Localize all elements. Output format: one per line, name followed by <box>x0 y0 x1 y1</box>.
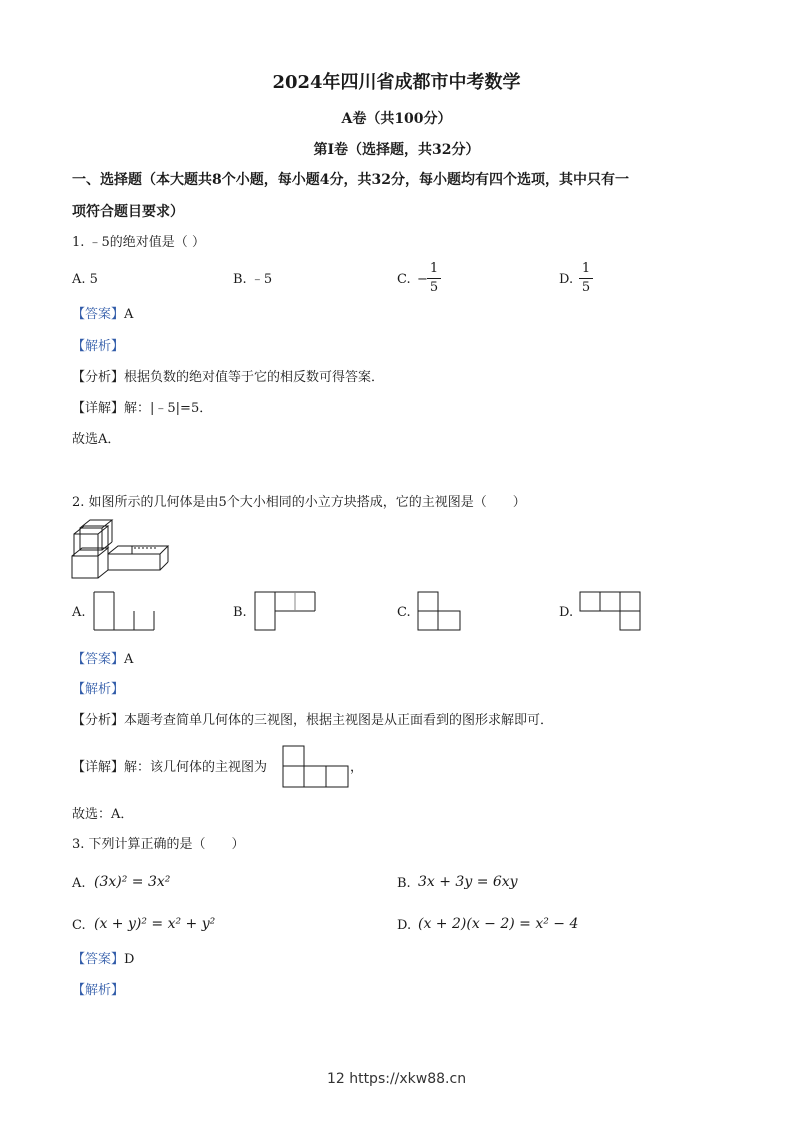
q1-answer: A <box>124 307 134 322</box>
q3-option-d-expr: (x + 2)(x − 2) = x² − 4 <box>418 916 579 932</box>
fraction-numerator: 1 <box>581 261 591 276</box>
q3-analysis-tag: 【解析】 <box>72 983 125 998</box>
q2-option-c-figure <box>418 592 462 632</box>
q2-conclusion: 故选：A． <box>72 807 134 822</box>
q1-option-c-label: C. <box>397 272 411 287</box>
q3-option-b-expr: 3x + 3y = 6xy <box>418 874 518 890</box>
q3-option-b-label: B. <box>397 876 411 891</box>
volume-a-heading: A卷（共100分） <box>341 111 452 127</box>
q1-fenxi-line <box>72 370 384 386</box>
q1-option-b: B. ﹣5 <box>233 272 273 287</box>
q2-fenxi: 本题考查简单几何体的三视图，根据主视图是从正面看到的图形求解即可． <box>124 713 554 728</box>
q2-fenxi-line <box>72 713 553 729</box>
fenxi-tag: 【分析】 <box>72 713 125 728</box>
fraction-numerator: 1 <box>429 261 439 276</box>
volume-1-heading: 第Ⅰ卷（选择题，共32分） <box>313 142 480 158</box>
q1-conclusion: 故选A． <box>72 432 121 447</box>
q2-option-c-label: C. <box>397 605 411 620</box>
q2-option-b-figure <box>255 592 317 632</box>
q3-answer-line <box>72 952 134 968</box>
q1-option-d-label: D. <box>559 272 574 287</box>
q3-stem: 3. 下列计算正确的是（ ） <box>72 837 245 852</box>
q2-analysis-tag: 【解析】 <box>72 682 125 697</box>
answer-tag: 【答案】 <box>72 952 125 967</box>
q1-fenxi: 根据负数的绝对值等于它的相反数可得答案． <box>124 370 385 385</box>
q2-front-view-figure <box>283 746 349 788</box>
q2-xiangjie-line <box>72 760 267 776</box>
q1-option-d-fraction <box>579 262 593 295</box>
page-title: 2024年四川省成都市中考数学 <box>272 72 521 93</box>
q1-option-a: A. 5 <box>72 272 98 287</box>
fraction-bar <box>427 278 441 279</box>
q3-answer: D <box>124 952 135 967</box>
q1-analysis-tag: 【解析】 <box>72 339 125 354</box>
xiangjie-tag: 【详解】 <box>72 401 125 416</box>
section-heading-line2: 项符合题目要求） <box>72 204 184 220</box>
q2-option-a-figure <box>94 592 156 632</box>
page-footer: 12 https://xkw88.cn <box>326 1071 467 1087</box>
q2-stem: 2. 如图所示的几何体是由5个大小相同的小立方块搭成，它的主视图是（ ） <box>72 495 526 510</box>
q1-stem: 1. ﹣5的绝对值是（ ） <box>72 235 205 250</box>
q2-solid-figure <box>72 520 172 582</box>
q1-xiangjie-line <box>72 401 212 417</box>
fraction-bar <box>579 278 593 279</box>
q2-xiangjie-end: ， <box>350 760 364 775</box>
answer-tag: 【答案】 <box>72 307 125 322</box>
q3-option-a-expr: (3x)² = 3x² <box>94 874 171 890</box>
q2-option-d-label: D. <box>559 605 574 620</box>
fenxi-tag: 【分析】 <box>72 370 125 385</box>
fraction-denominator: 5 <box>429 280 439 295</box>
q3-option-c-expr: (x + y)² = x² + y² <box>94 916 216 932</box>
q2-option-d-figure <box>580 592 644 632</box>
fraction-denominator: 5 <box>581 280 591 295</box>
q2-answer: A <box>124 652 134 667</box>
q2-xiangjie: 解：该几何体的主视图为 <box>124 760 268 775</box>
section-heading-line1: 一、选择题（本大题共8个小题，每小题4分，共32分，每小题均有四个选项，其中只有一 <box>72 172 629 188</box>
xiangjie-tag: 【详解】 <box>72 760 125 775</box>
q1-option-c-sign: − <box>417 272 428 287</box>
q3-option-d-label: D. <box>397 918 412 933</box>
q2-option-b-label: B. <box>233 605 247 620</box>
q3-option-a-label: A. <box>72 876 86 891</box>
q2-option-a-label: A. <box>72 605 86 620</box>
q2-answer-line <box>72 652 133 668</box>
q3-option-c-label: C. <box>72 918 86 933</box>
q1-answer-line <box>72 307 133 323</box>
answer-tag: 【答案】 <box>72 652 125 667</box>
q1-xiangjie: 解：|﹣5|=5． <box>124 401 213 416</box>
q1-option-c-fraction <box>427 262 441 295</box>
